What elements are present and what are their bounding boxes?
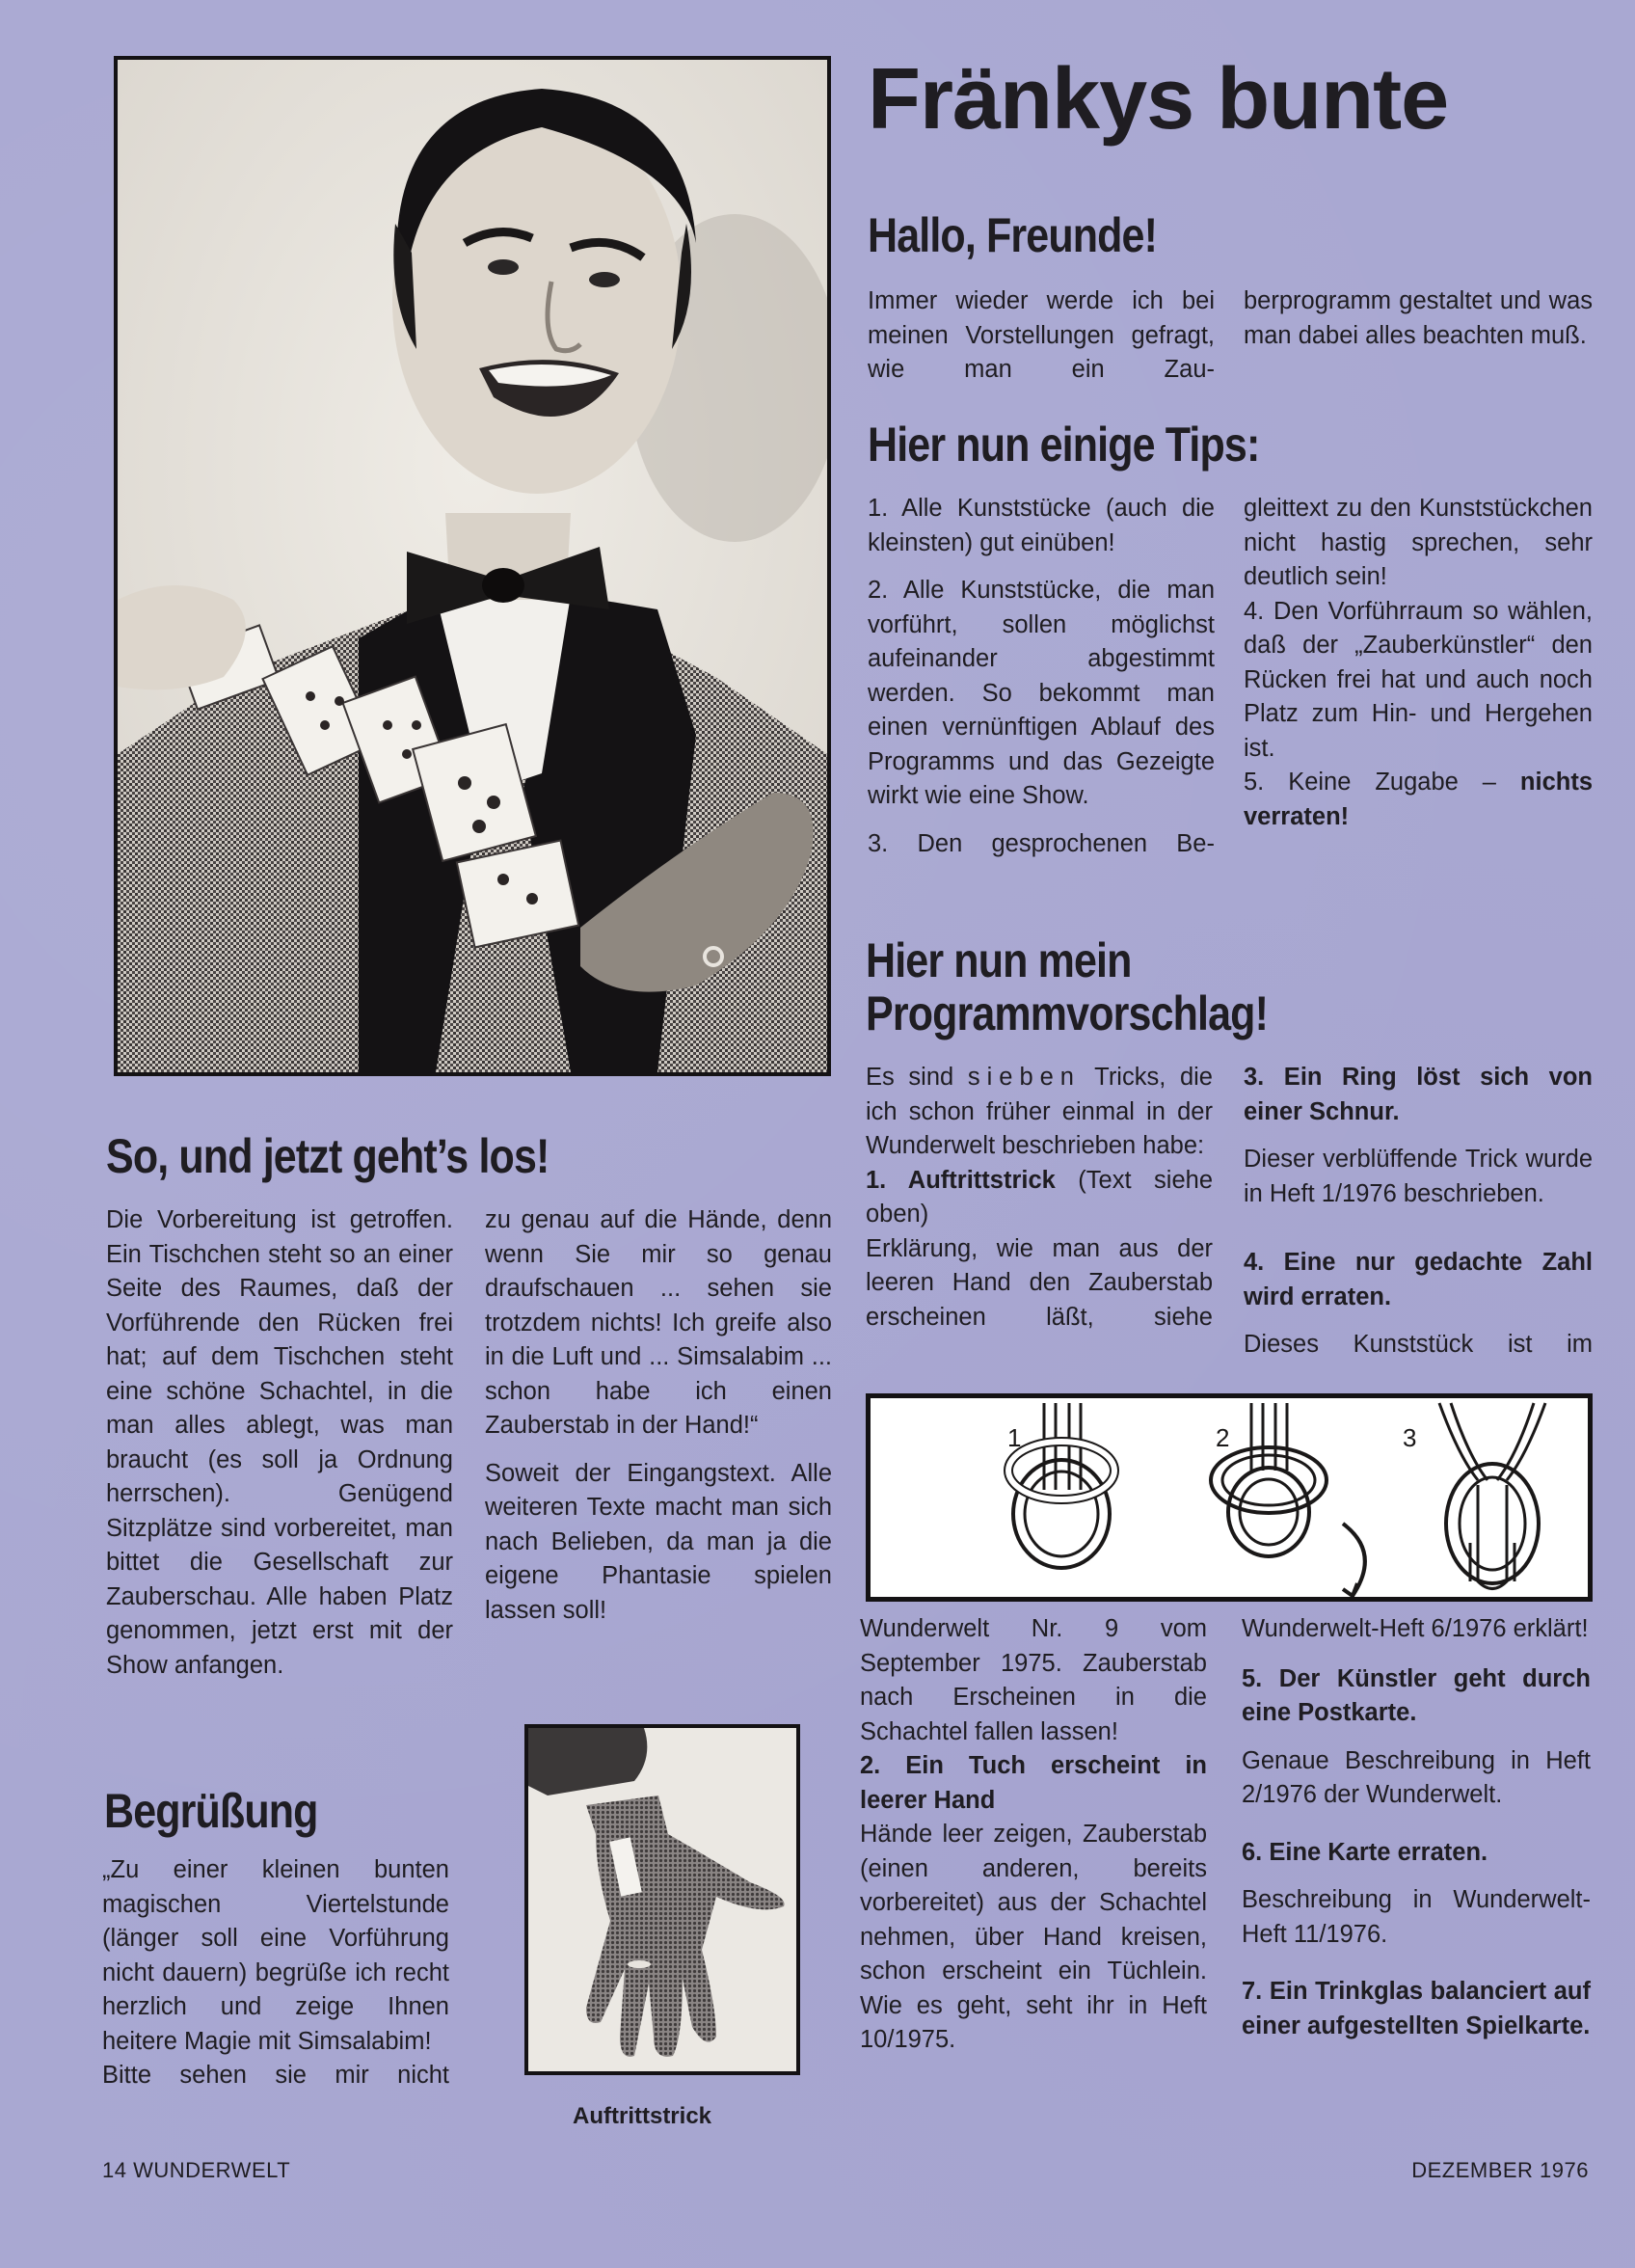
heading-begruessung: Begrüßung (104, 1784, 318, 1838)
hand-with-hidden-wand-photo-icon (528, 1728, 796, 2071)
trick-4-title (1244, 1246, 1593, 1314)
program-col-4 (1242, 1612, 1591, 2043)
trick-5-title-text: 5. Der Künstler geht durch eine Postkarte. (1242, 1664, 1591, 1726)
hallo-col-2 (1244, 284, 1593, 353)
trick-7-title (1242, 1975, 1591, 2043)
intro-b: Tricks, die ich schon früher einmal in der Wunderwelt beschrieben habe: (866, 1064, 1213, 1159)
tip-1: 1. Alle Kunststücke (auch die kleinsten) gut einüben! (868, 495, 1215, 556)
trick-3-text: Dieser verblüffende Trick wurde in Heft 1/1976 beschrieben. (1244, 1146, 1593, 1207)
hallo-text-1: Immer wieder werde ich bei meinen Vorstellungen gefragt, wie man ein Zau- (868, 287, 1215, 383)
heading-hallo: Hallo, Freunde! (868, 208, 1158, 262)
intro-a: Es sind (866, 1064, 968, 1091)
los-col-2 (485, 1203, 832, 1628)
program-intro (866, 1061, 1213, 1164)
trick-2-title (860, 1749, 1207, 1818)
trick-7-title-text: 7. Ein Trinkglas balanciert auf einer aufgestellten Spielkarte. (1242, 1978, 1591, 2039)
begruessung-col (102, 1853, 449, 2093)
program-col-2 (1244, 1061, 1593, 1363)
knot-label-2: 2 (1216, 1423, 1230, 1452)
trick-4-text-a: Dieses Kunststück ist im (1244, 1331, 1593, 1358)
tip-4: 4. Den Vorführraum so wählen, daß der „Zauberkünstler“ den Rücken frei hat und auch noch Platz zum Hin- und Hergehen ist. (1244, 597, 1593, 762)
trick-2-title-text: 2. Ein Tuch erscheint in leerer Hand (860, 1752, 1207, 1814)
trick-3-title (1244, 1061, 1593, 1129)
tip-5 (1244, 766, 1593, 834)
begruessung-text: „Zu einer kleinen bunten magischen Viertelstunde (länger soll eine Vorführung nicht dauern) begrüße ich recht herzlich und zeige Ihnen heitere Magie mit Simsalabim! (102, 1856, 449, 2055)
hand-photo-caption: Auftrittstrick (573, 2103, 712, 2129)
trick-5-title (1242, 1662, 1591, 1731)
heading-program-2: Programmvorschlag! (866, 986, 1269, 1040)
tip-3-end: gleittext zu den Kunststückchen nicht hastig sprechen, sehr deutlich sein! (1244, 495, 1593, 590)
trick-2-text: Hände leer zeigen, Zauberstab (einen anderen, bereits vorbereitet) aus der Schachtel nehmen, über Hand kreisen, schon erscheint ein Tüchlein. Wie es geht, seht ihr in Heft 10/1975. (860, 1821, 1207, 2053)
los-text-2a: zu genau auf die Hände, denn wenn Sie mir so genau draufschauen ... sehen sie trotzdem nichts! Ich greife also in die Luft und ... Simsalabim ... schon habe ich einen Zauberstab in der Hand!“ (485, 1206, 832, 1439)
tip-5-bold: nichts verraten! (1244, 769, 1593, 830)
hand-photo (524, 1724, 800, 2075)
heading-program-1: Hier nun mein (866, 933, 1132, 987)
footer-date: DEZEMBER 1976 (1411, 2158, 1589, 2182)
tip-3-start: 3. Den gesprochenen Be- (868, 829, 1215, 857)
trick-6-text: Beschreibung in Wunderwelt-Heft 11/1976. (1242, 1886, 1591, 1948)
program-col-3 (860, 1612, 1207, 2058)
heading-tips: Hier nun einige Tips: (868, 418, 1260, 472)
tip-5-text: 5. Keine Zugabe – (1244, 769, 1520, 796)
knot-diagram (866, 1393, 1593, 1602)
trick-6-title (1242, 1836, 1591, 1871)
hallo-text-2: berprogramm gestaltet und was man dabei alles beachten muß. (1244, 287, 1593, 349)
los-text-1: Die Vorbereitung ist getroffen. Ein Tischchen steht so an einer Seite des Raumes, daß der Vorführende den Rücken frei hat; auf dem Tischchen steht eine schöne Schachtel, in die man alles ablegt, was man braucht (es soll ja Ordnung herrschen). Genügend Sitzplätze sind vorbereitet, man bittet die Gesellschaft zur Zauberschau. Alle haben Platz genommen, jetzt erst mit der Show anfangen. (106, 1206, 453, 1679)
trick-4-title-text: 4. Eine nur gedachte Zahl wird erraten. (1244, 1249, 1593, 1310)
trick-1-text-b: Wunderwelt Nr. 9 vom September 1975. Zauberstab nach Erscheinen in die Schachtel fallen lassen! (860, 1615, 1207, 1745)
trick-1-title: 1. Auftrittstrick (866, 1166, 1056, 1194)
trick-1 (866, 1164, 1213, 1232)
ring-and-cord-diagram-icon (871, 1398, 1588, 1597)
page-title: Fränkys bunte (868, 51, 1449, 148)
trick-1-note: (Text siehe oben) (866, 1166, 1214, 1228)
knot-label-1: 1 (1007, 1423, 1022, 1452)
begruessung-text-end: Bitte sehen sie mir nicht (102, 2062, 449, 2089)
program-col-1 (866, 1061, 1213, 1335)
magician-photo (114, 56, 831, 1076)
tip-2: 2. Alle Kunststücke, die man vorführt, sollen möglichst aufeinander abgestimmt werden. So bekommt man einen vernünftigen Ablauf des Programms und das Gezeigte wirkt wie eine Show. (868, 577, 1215, 809)
trick-5-text: Genaue Beschreibung in Heft 2/1976 der Wunderwelt. (1242, 1746, 1591, 1808)
tips-col-1 (868, 492, 1215, 861)
footer-page-number: 14 WUNDERWELT (102, 2158, 291, 2182)
intro-spaced: sieben (967, 1064, 1081, 1091)
heading-los: So, und jetzt geht’s los! (106, 1129, 549, 1183)
tips-col-2 (1244, 492, 1593, 834)
hallo-col-1 (868, 284, 1215, 388)
trick-6-title-text: 6. Eine Karte erraten. (1242, 1838, 1488, 1866)
trick-3-title-text: 3. Ein Ring löst sich von einer Schnur. (1244, 1064, 1593, 1125)
trick-1-text-a: Erklärung, wie man aus der leeren Hand den Zauberstab erscheinen läßt, siehe (866, 1234, 1213, 1331)
los-col-1 (106, 1203, 453, 1683)
los-text-2b: Soweit der Eingangstext. Alle weiteren Texte macht man sich nach Belieben, da man ja die eigene Phantasie spielen lassen soll! (485, 1459, 832, 1624)
trick-4-text-b: Wunderwelt-Heft 6/1976 erklärt! (1242, 1615, 1589, 1642)
magician-with-cards-photo-icon (118, 60, 827, 1072)
knot-label-3: 3 (1403, 1423, 1417, 1452)
